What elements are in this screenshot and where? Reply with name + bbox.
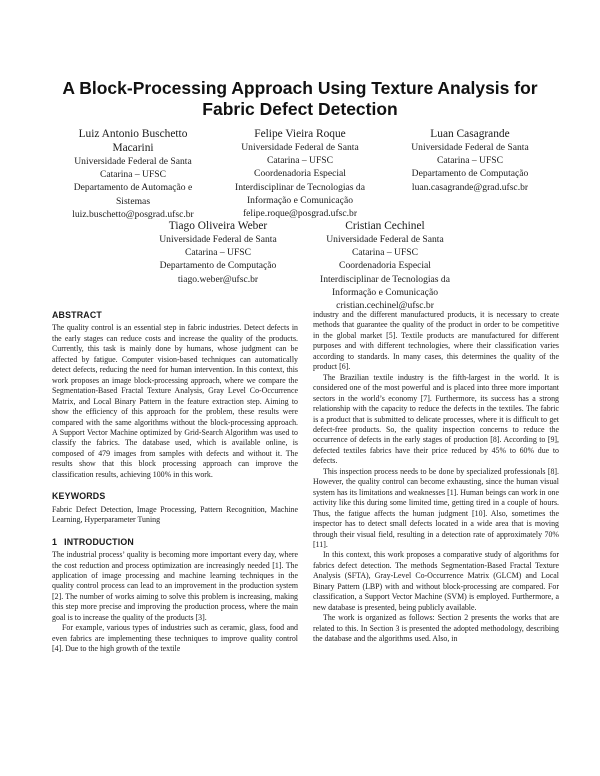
author-email: tiago.weber@ufsc.br: [177, 273, 259, 285]
author-affiliation-line: Departamento de Automação e: [73, 182, 193, 194]
author-affiliation-line: Catarina – UFSC: [99, 169, 167, 181]
author-affiliation-line: Catarina – UFSC: [436, 155, 504, 167]
author-affiliation-line: Interdisciplinar de Tecnologias da: [235, 181, 365, 193]
author-block-3: [390, 127, 550, 194]
author-affiliation-line: Universidade Federal de Santa: [74, 156, 192, 167]
abstract-text: The quality control is an essential step in fabric industries. Detect defects in the early stages can reduce costs and increase the quality of the products. Currently, this task is mainly done by humans, whose judgment can be affected by fatigue. Computer vision-based techniques can automatically detect defects, reducing the need for human intervention. In this context, this work proposes an image block-processing approach, where we compare the Segmentation-Based Fractal Texture Analysis, Gray Level Co-Occurrence Matrix, and Local Binary Pattern in the feature extraction step. Aiming to show the efficiency of this approach for the problem, these results were compared with the same algorithms without the block-processing approach. A Support Vector Machine optimized by Grid-Search Algorithm was used to classify the fabrics. The database used, which is available online, is composed of 479 images from samples with defects and without it. The results show that this block processing approach can improve the classification results, achieving 100% in this work.: [52, 323, 298, 479]
author-email: luiz.buschetto@posgrad.ufsc.br: [72, 208, 194, 220]
intro-paragraph-2: For example, various types of industries such as ceramic, glass, food and even fabrics are implementing these techniques to improve quality control [4]. Due to the high growth of the textile: [52, 623, 298, 654]
author-block-1: [58, 127, 208, 221]
body-paragraph-2: The Brazilian textile industry is the fifth-largest in the world. It is considered one of the most powerful and is placed into three more important sectors in the world’s economy [7]. Furthermore, its success has a strong relationship with the capacity to reduce the defects in the textiles. The fabric is a product that is submitted to delicate processes, where it is difficult to get defect-free products. So, the quality inspection concerns to reduce the occurrence of defects in the early stages of production [8]. According to [9], defected textiles fabrics have their price reduced by 45% to 60% due to defects.: [313, 372, 559, 466]
author-affiliation-line: Interdisciplinar de Tecnologias da: [320, 273, 450, 285]
author-affiliation-line: Sistemas: [115, 195, 151, 207]
author-affiliation-line: Catarina – UFSC: [266, 155, 334, 167]
introduction-heading: [52, 537, 298, 547]
author-affiliation-line: Universidade Federal de Santa: [326, 234, 444, 245]
abstract-heading: ABSTRACT: [52, 310, 102, 320]
body-paragraph-5: The work is organized as follows: Section 2 presents the works that are related to this. In Section 3 is presented the adopted methodology, describing the database and the algorithms used. Also, in: [313, 613, 559, 644]
intro-paragraph-1: The industrial process’ quality is becoming more important every day, where the cost reduction and process optimization are increasingly needed [1]. The application of image processing and machine learning techniques in the quality control process can lead to an improvement in the production system [2]. The number of works aiming to solve this problem is increasing, making this step more precise and improving the production process, where the main goal is to increase the quality of the products [3].: [52, 550, 298, 622]
author-block-5: [303, 219, 467, 312]
author-affiliation-line: Universidade Federal de Santa: [241, 142, 359, 153]
author-affiliation-line: Departamento de Computação: [159, 260, 277, 272]
author-affiliation-line: Departamento de Computação: [411, 168, 529, 180]
section-number: 1: [52, 536, 58, 547]
keywords-text: Fabric Defect Detection, Image Processing, Pattern Recognition, Machine Learning, Hyperparameter Tuning: [52, 504, 298, 525]
author-affiliation-line: Catarina – UFSC: [184, 247, 252, 259]
author-affiliation-line: Catarina – UFSC: [351, 247, 419, 259]
body-paragraph-1: industry and the different manufactured products, it is necessary to create methods that guarantee the quality of the product in order to be competitive in the global market [5]. Textile products are manufactured for different purposes and with different technologies, where their classification varies according to standards. In many cases, this determines the quality of the product [6].: [313, 310, 559, 372]
author-name: Tiago Oliveira Weber: [168, 220, 268, 232]
right-column: [313, 310, 559, 645]
title-line-2: Fabric Defect Detection: [202, 99, 398, 119]
author-affiliation-line: Universidade Federal de Santa: [159, 234, 277, 245]
author-name: Cristian Cechinel: [345, 220, 425, 232]
author-affiliation-line: Informação e Comunicação: [331, 286, 438, 298]
author-block-2: [218, 127, 382, 220]
title-line-1: A Block-Processing Approach Using Texture Analysis for: [62, 78, 538, 98]
author-name: Luiz Antonio Buschetto Macarini: [78, 128, 188, 154]
author-email: cristian.cechinel@ufsc.br: [336, 300, 434, 312]
body-paragraph-4: In this context, this work proposes a comparative study of algorithms for fabrics defect detection. The methods Segmentation-Based Fractal Texture Analysis (SFTA), Gray-Level Co-Occurrence Matrix (GLCM) and Local Binary Pattern (LBP) with and without block-processing are compared. For classification, a Support Vector Machine (SVM) is employed. Furthermore, a new database is presented, being publicly available.: [313, 550, 559, 612]
keywords-heading: KEYWORDS: [52, 491, 106, 502]
author-name: Felipe Vieira Roque: [254, 128, 346, 140]
author-name: Luan Casagrande: [430, 128, 510, 140]
author-affiliation-line: Universidade Federal de Santa: [411, 142, 529, 153]
paper-title: [40, 78, 560, 120]
author-affiliation-line: Coordenadoria Especial: [339, 260, 431, 272]
author-affiliation-line: Coordenadoria Especial: [254, 168, 346, 180]
author-affiliation-line: Informação e Comunicação: [246, 194, 353, 206]
left-column: [52, 310, 298, 655]
section-title: INTRODUCTION: [64, 536, 134, 547]
author-email: felipe.roque@posgrad.ufsc.br: [242, 208, 358, 220]
author-email: luan.casagrande@grad.ufsc.br: [411, 181, 529, 193]
author-block-4: [143, 219, 293, 286]
body-paragraph-3: This inspection process needs to be done by specialized professionals [8]. However, the quality control can become exhausting, since the human visual system has its limitations and weaknesses [1]. Human beings can work in one activity like this during some limited time, getting tired in a couple of hours. Thus, the fatigue affects the human judgment [10]. Also, sometimes the inspector has to detect small defects located in a wide area that is moving through their visual field, resulting in a detection rate of approximately 70% [11].: [313, 466, 559, 549]
